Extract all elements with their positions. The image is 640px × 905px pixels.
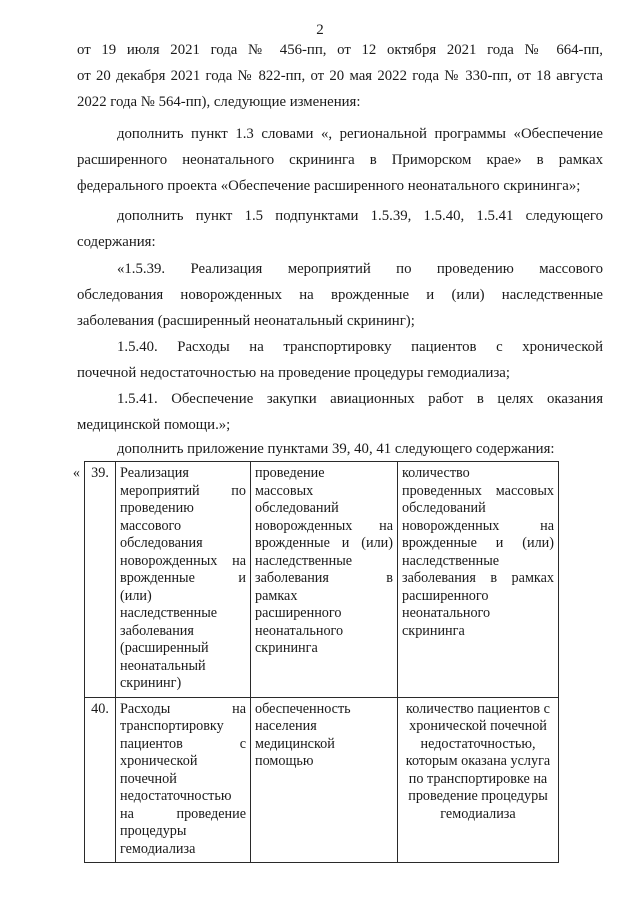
cell-line: скрининга <box>255 640 318 656</box>
text-line: от 20 декабря 2021 года № 822-пп, от 20 мая 2022 года № 330-пп, от 18 августа <box>77 68 603 84</box>
table-row <box>62 462 559 698</box>
cell-line: Реализация <box>120 465 189 481</box>
cell-line: медицинской <box>255 735 335 752</box>
row-number: 40. <box>85 697 116 863</box>
cell-line: гемодиализа <box>440 805 516 822</box>
text-line: обследования новорожденных на врожденные и (или) наследственные <box>77 287 603 303</box>
cell-line: по транспортировке на <box>408 770 548 787</box>
cell-line: недостаточностью <box>120 788 232 804</box>
cell-line: новорожденных на <box>120 552 246 569</box>
cell-line: обследования <box>120 535 203 551</box>
cell-line: новорожденных на <box>402 517 554 534</box>
cell-line: недостаточностью, <box>420 735 536 752</box>
cell-line: неонатальный <box>120 657 206 674</box>
cell-line: (расширенный <box>120 640 209 656</box>
row-number: 39. <box>85 462 116 698</box>
open-quote: « <box>72 464 80 481</box>
cell-line: количество <box>402 465 470 481</box>
cell-line: пациентов с <box>120 735 246 752</box>
cell-line: населения <box>255 718 317 734</box>
cell-line: скрининга <box>402 622 465 639</box>
cell-line: массового <box>120 517 182 534</box>
cell-line: обследований <box>402 500 486 516</box>
cell-line: помощью <box>255 753 314 769</box>
text-line: дополнить пункт 1.5 подпунктами 1.5.39, 1.5.40, 1.5.41 следующего <box>117 208 603 224</box>
cell-line: которым оказана услуга <box>405 753 551 769</box>
text-line: заболевания (расширенный неонатальный скрининг); <box>77 313 415 329</box>
paragraph-1-5-40 <box>77 334 603 386</box>
result-cell <box>398 462 559 698</box>
cell-line: обследований <box>255 500 339 516</box>
text-line: от 19 июля 2021 года № 456-пп, от 12 октября 2021 года № 664-пп, <box>77 42 603 58</box>
paragraph-appendix <box>77 436 603 462</box>
cell-line: хронической <box>120 753 198 769</box>
cell-line: врожденные и (или) <box>255 535 393 551</box>
text-line: «1.5.39. Реализация мероприятий по проведению массового <box>117 261 603 277</box>
cell-line: врожденные и <box>120 570 246 586</box>
cell-line: (или) <box>120 587 152 604</box>
intro-paragraph <box>77 37 603 115</box>
cell-line: проведенных массовых <box>402 482 554 499</box>
cell-line: наследственные <box>120 605 218 621</box>
paragraph-1-3 <box>77 121 603 199</box>
cell-line: проведение <box>255 465 325 481</box>
cell-line: количество пациентов с <box>406 700 550 717</box>
measure-cell <box>116 697 251 863</box>
cell-line: мероприятий по <box>120 482 246 499</box>
cell-line: скрининг) <box>120 675 182 691</box>
cell-line: проведение процедуры <box>408 788 548 804</box>
cell-line: расширенного <box>402 587 489 604</box>
appendix-table <box>62 461 559 863</box>
paragraph-1-5 <box>77 203 603 255</box>
text-line: 1.5.40. Расходы на транспортировку пациентов с хронической <box>117 339 603 355</box>
cell-line: заболевания <box>120 622 194 639</box>
table-row <box>62 697 559 863</box>
text-line: почечной недостаточностью на проведение процедуры гемодиализа; <box>77 365 510 381</box>
cell-line: заболевания в <box>255 570 393 586</box>
cell-line: гемодиализа <box>120 840 196 857</box>
cell-line: обеспеченность <box>255 700 351 717</box>
cell-line: проведению <box>120 500 194 516</box>
cell-line: расширенного <box>255 605 342 621</box>
cell-line: Расходы на <box>120 700 246 717</box>
cell-line: хронической почечной <box>409 718 547 734</box>
cell-line: на проведение <box>120 805 246 822</box>
cell-line: неонатального <box>402 605 491 621</box>
cell-line: рамках <box>255 587 298 604</box>
indicator-cell <box>251 697 398 863</box>
cell-line: транспортировку <box>120 718 224 734</box>
paragraph-1-5-39 <box>77 256 603 334</box>
cell-line: почечной <box>120 770 177 787</box>
cell-line: неонатального <box>255 622 344 639</box>
paragraph-1-5-41 <box>77 386 603 438</box>
text-line: расширенного неонатального скрининга в Приморском крае» в рамках <box>77 152 603 168</box>
page-number: 2 <box>316 22 324 38</box>
cell-line: врожденные и (или) <box>402 535 554 551</box>
cell-line: новорожденных на <box>255 517 393 534</box>
text-line: содержания: <box>77 234 156 250</box>
result-cell <box>398 697 559 863</box>
measure-cell <box>116 462 251 698</box>
cell-line: наследственные <box>402 552 500 569</box>
text-line: дополнить пункт 1.3 словами «, региональной программы «Обеспечение <box>117 126 603 142</box>
text-line: федерального проекта «Обеспечение расширенного неонатального скрининга»; <box>77 178 581 194</box>
quote-spacer <box>62 697 85 863</box>
cell-line: процедуры <box>120 823 187 839</box>
cell-line: наследственные <box>255 552 353 569</box>
text-line: медицинской помощи.»; <box>77 417 231 433</box>
text-line: дополнить приложение пунктами 39, 40, 41 следующего содержания: <box>117 441 555 457</box>
indicator-cell <box>251 462 398 698</box>
cell-line: заболевания в рамках <box>402 570 554 586</box>
cell-line: массовых <box>255 482 314 499</box>
text-line: 1.5.41. Обеспечение закупки авиационных работ в целях оказания <box>117 391 603 407</box>
text-line: 2022 года № 564-пп), следующие изменения: <box>77 94 361 110</box>
